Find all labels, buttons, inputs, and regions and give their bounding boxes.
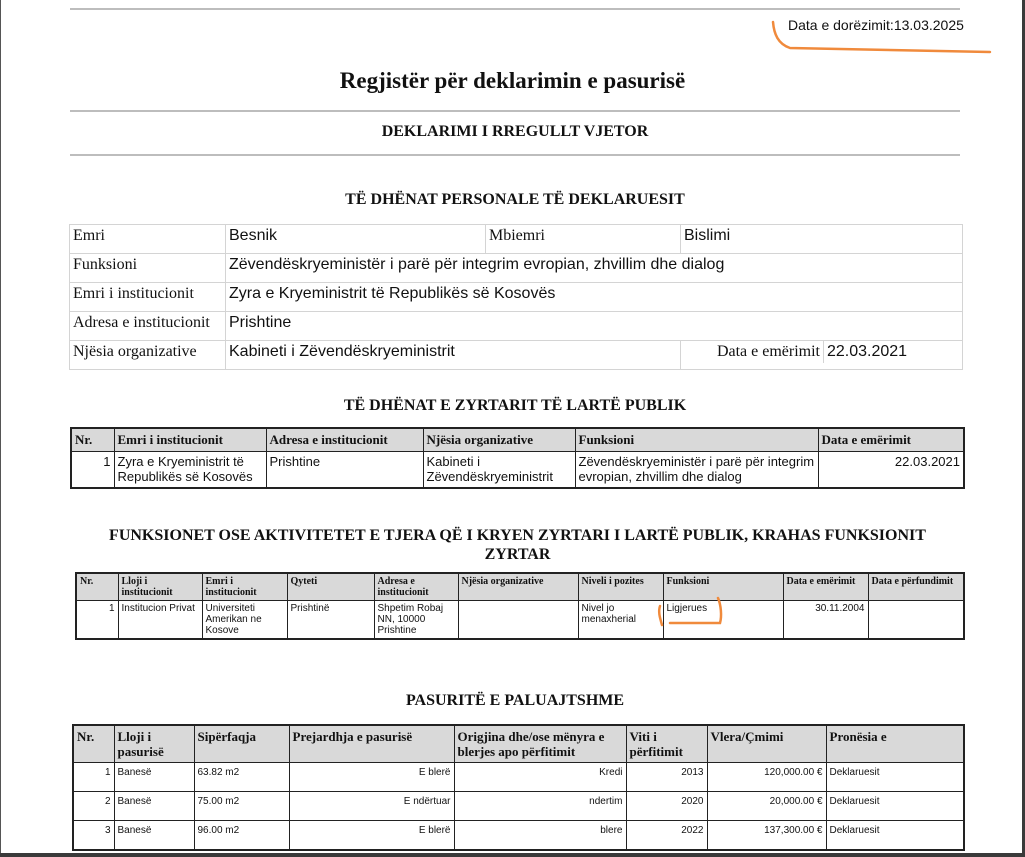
data-emerimit-label: Data e emërimit [681, 341, 824, 363]
real_estate-cell: Banesë [114, 821, 194, 850]
other_functions-cell: Universiteti Amerikan ne Kosove [202, 601, 287, 640]
official-section-title: TË DHËNAT E ZYRTARIT TË LARTË PUBLIK [343, 397, 687, 414]
declaration-type: DEKLARIMI I RREGULLT VJETOR [381, 123, 649, 140]
real_estate-header-cell: Sipërfaqja [194, 725, 289, 763]
real_estate-cell: 2013 [626, 763, 707, 792]
real_estate-header-cell: Lloji i pasurisë [114, 725, 194, 763]
real_estate-cell: 20,000.00 € [707, 792, 826, 821]
mbiemri-label: Mbiemri [486, 225, 681, 254]
data-emerimit-value: 22.03.2021 [827, 343, 908, 360]
official-cell: 1 [71, 452, 114, 488]
emri-value: Besnik [226, 225, 486, 254]
real_estate-cell: E ndërtuar [289, 792, 454, 821]
real_estate-cell: Banesë [114, 792, 194, 821]
real_estate-cell: 3 [73, 821, 114, 850]
real_estate-header-cell: Nr. [73, 725, 114, 763]
other_functions-header-cell: Data e emërimit [783, 573, 868, 601]
real_estate-cell: Banesë [114, 763, 194, 792]
real_estate-cell: Deklaruesit [826, 763, 964, 792]
other_functions-cell: Ligjerues [663, 601, 783, 640]
real_estate-cell: Deklaruesit [826, 821, 964, 850]
other_functions-header-cell: Lloji i institucionit [118, 573, 202, 601]
real_estate-header-cell: Pronësia e [826, 725, 964, 763]
real_estate-cell: blere [454, 821, 626, 850]
real_estate-cell: 2020 [626, 792, 707, 821]
other-functions-section-title: FUNKSIONET OSE AKTIVITETET E TJERA QË I KRYEN ZYRTARI I LARTË PUBLIK, KRAHAS FUNKSIONIT ZYRTAR [109, 527, 926, 563]
real-estate-section-title: PASURITË E PALUAJTSHME [405, 692, 625, 709]
real_estate-header-cell: Prejardhja e pasurisë [289, 725, 454, 763]
annotation-underline-ligjerues-2 [670, 598, 721, 623]
njesia-value: Kabineti i Zëvendëskryeministrit [226, 341, 681, 370]
page-title: Regjistër për deklarimin e pasurisë [339, 68, 686, 93]
institucioni-label: Emri i institucionit [70, 283, 226, 312]
real_estate-cell: 120,000.00 € [707, 763, 826, 792]
real_estate-cell: 2 [73, 792, 114, 821]
mbiemri-value: Bislimi [681, 225, 963, 254]
real_estate-header-cell: Vlera/Çmimi [707, 725, 826, 763]
funksioni-value: Zëvendëskryeministër i parë për integrim evropian, zhvillim dhe dialog [226, 254, 963, 283]
emri-label: Emri [70, 225, 226, 254]
other_functions-header-cell: Emri i institucionit [202, 573, 287, 601]
real_estate-cell: 96.00 m2 [194, 821, 289, 850]
adresa-value: Prishtine [226, 312, 963, 341]
other_functions-cell: Shpetim Robaj NN, 10000 Prishtine [374, 601, 458, 640]
other_functions-header-cell: Niveli i pozites [578, 573, 663, 601]
official-cell: Prishtine [266, 452, 423, 488]
official-cell: Zëvendëskryeministër i parë për integrim evropian, zhvillim dhe dialog [575, 452, 818, 488]
other_functions-cell: Nivel jo menaxherial [578, 601, 663, 640]
funksioni-label: Funksioni [70, 254, 226, 283]
real_estate-cell: Deklaruesit [826, 792, 964, 821]
official-header-cell: Adresa e institucionit [266, 428, 423, 452]
real_estate-cell: 63.82 m2 [194, 763, 289, 792]
official-cell: Zyra e Kryeministrit të Republikës së Kosovës [114, 452, 266, 488]
official-header-cell: Njësia organizative [423, 428, 575, 452]
official-header-cell: Data e emërimit [818, 428, 964, 452]
other_functions-header-cell: Data e përfundimit [868, 573, 964, 601]
institucioni-value: Zyra e Kryeministrit të Republikës së Kosovës [226, 283, 963, 312]
other_functions-cell: 30.11.2004 [783, 601, 868, 640]
real_estate-header-cell: Viti i përfitimit [626, 725, 707, 763]
other_functions-header-cell: Adresa e institucionit [374, 573, 458, 601]
real_estate-cell: ndertim [454, 792, 626, 821]
other_functions-header-cell: Nr. [76, 573, 118, 601]
other_functions-cell: 1 [76, 601, 118, 640]
real_estate-cell: 1 [73, 763, 114, 792]
real_estate-cell: Kredi [454, 763, 626, 792]
annotation-underline-ligjerues [659, 606, 662, 625]
other_functions-header-cell: Qyteti [287, 573, 374, 601]
njesia-label: Njësia organizative [70, 341, 226, 370]
official-header-cell: Funksioni [575, 428, 818, 452]
official-header-cell: Emri i institucionit [114, 428, 266, 452]
official-cell: Kabineti i Zëvendëskryeministrit [423, 452, 575, 488]
personal-section-title: TË DHËNAT PERSONALE TË DEKLARUESIT [345, 191, 685, 208]
adresa-label: Adresa e institucionit [70, 312, 226, 341]
official-cell: 22.03.2021 [818, 452, 964, 488]
real_estate-cell: E blerë [289, 821, 454, 850]
other_functions-cell: Prishtinë [287, 601, 374, 640]
annotation-bracket-date [773, 22, 990, 52]
official-header-cell: Nr. [71, 428, 114, 452]
other_functions-cell: Institucion Privat [118, 601, 202, 640]
other_functions-header-cell: Funksioni [663, 573, 783, 601]
real_estate-cell: 75.00 m2 [194, 792, 289, 821]
real_estate-cell: E blerë [289, 763, 454, 792]
submit-date: Data e dorëzimit:13.03.2025 [788, 17, 964, 33]
real_estate-header-cell: Origjina dhe/ose mënyra e blerjes apo përfitimit [454, 725, 626, 763]
other_functions-header-cell: Njësia organizative [458, 573, 578, 601]
real_estate-cell: 137,300.00 € [707, 821, 826, 850]
real_estate-cell: 2022 [626, 821, 707, 850]
